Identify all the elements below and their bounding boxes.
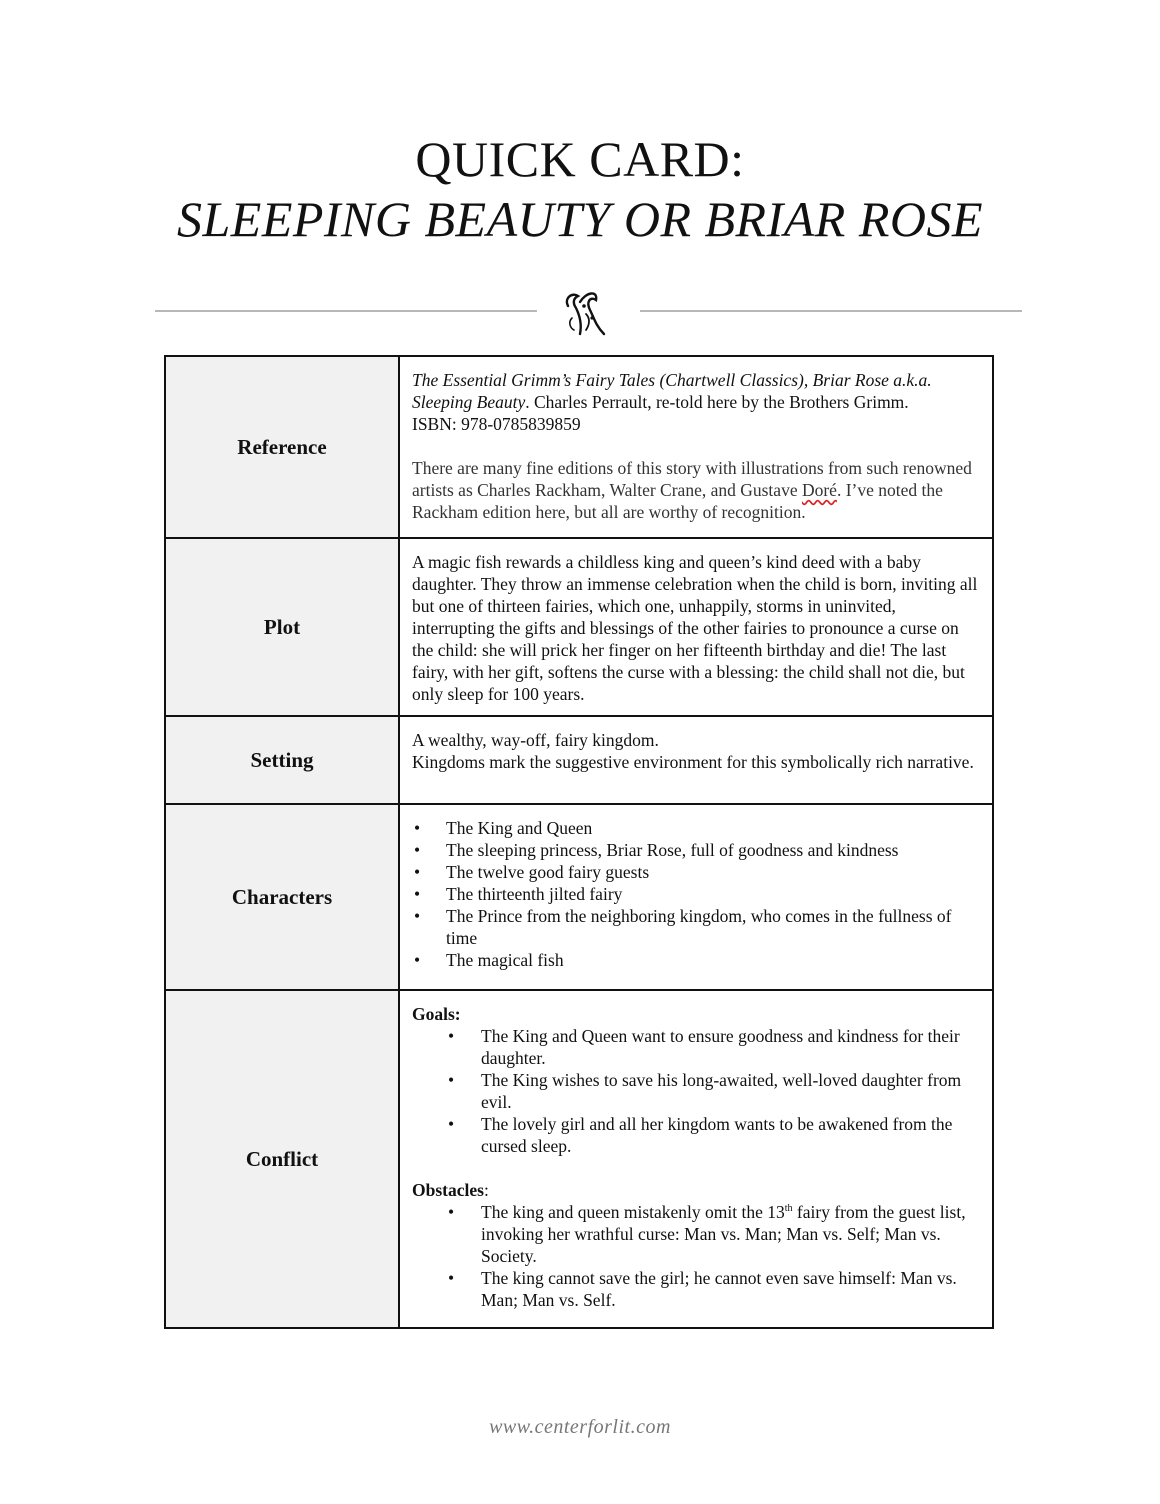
list-item: • The king cannot save the girl; he cannot even save himself: Man vs. Man; Man vs. Self. [412, 1267, 980, 1311]
row-conflict [165, 990, 993, 1328]
ornamental-divider [0, 280, 1160, 340]
content-plot: A magic fish rewards a childless king and queen’s kind deed with a baby daughter. They throw an immense celebration when the child is born, inviting all but one of thirteen fairies, which one, unhappily, storms in uninvited, interrupting the gifts and blessings of the other fairies to pronounce a curse on the child: she will prick her finger on her fifteenth birthday and die! The last fairy, with her gift, softens the curse with a blessing: the child shall not die, but only sleep for 100 years. [399, 538, 993, 716]
obstacle-1-end: fairy from the guest list, invoking her wrathful curse: Man vs. Man; Man vs. Self; Man vs. Society. [481, 1202, 966, 1266]
quick-card-table [164, 355, 994, 1329]
row-setting [165, 716, 993, 804]
obstacles-colon: : [483, 1180, 489, 1200]
page-title [0, 128, 1160, 248]
list-item: • The lovely girl and all her kingdom wants to be awakened from the cursed sleep. [412, 1113, 980, 1157]
obstacle-1-start: The king and queen mistakenly omit the 13 [481, 1202, 785, 1222]
list-item: • The twelve good fairy guests [412, 861, 980, 883]
list-item: • The Prince from the neighboring kingdom, who comes in the fullness of time [412, 905, 980, 949]
label-conflict: Conflict [165, 990, 399, 1328]
list-item: • The magical fish [412, 949, 980, 971]
reference-note-start: There are many fine editions of this story with illustrations from such renowned artists as Charles Rackham, Walter Crane, and Gustave [412, 458, 972, 500]
characters-list [412, 817, 980, 971]
goals-list [412, 1025, 980, 1157]
list-item: • The thirteenth jilted fairy [412, 883, 980, 905]
footer-url[interactable]: www.centerforlit.com [489, 1416, 671, 1438]
reference-isbn: ISBN: 978-0785839859 [412, 414, 581, 434]
divider-rule-right [640, 310, 1022, 312]
reference-citation [412, 369, 980, 413]
label-setting: Setting [165, 716, 399, 804]
content-conflict [399, 990, 993, 1328]
reference-note [412, 457, 980, 523]
row-plot [165, 538, 993, 716]
list-item: • The sleeping princess, Briar Rose, full of goodness and kindness [412, 839, 980, 861]
label-plot: Plot [165, 538, 399, 716]
reference-note-end: . I’ve noted the Rackham edition here, but all are worthy of recognition. [412, 480, 943, 522]
title-line-1: QUICK CARD: [415, 131, 745, 187]
label-characters: Characters [165, 804, 399, 990]
obstacles-heading: Obstacles [412, 1180, 484, 1200]
reference-book-title: The Essential Grimm’s Fairy Tales (Chartwell Classics), Briar Rose a.k.a. Sleeping Beauty [412, 370, 932, 412]
label-reference: Reference [165, 356, 399, 538]
list-item: • The King and Queen [412, 817, 980, 839]
content-characters [399, 804, 993, 990]
divider-rule-left [155, 310, 537, 312]
list-item [412, 1201, 980, 1267]
list-item: • The King and Queen want to ensure goodness and kindness for their daughter. [412, 1025, 980, 1069]
row-reference [165, 356, 993, 538]
reference-note-name: Doré [801, 480, 837, 500]
setting-line-2: Kingdoms mark the suggestive environment for this symbolically rich narrative. [412, 752, 974, 772]
obstacle-1-sup: th [784, 1203, 793, 1215]
content-setting [399, 716, 993, 804]
content-reference [399, 356, 993, 538]
fleur-ornament-icon [560, 284, 612, 340]
reference-book-tail: . Charles Perrault, re-told here by the Brothers Grimm. [525, 392, 909, 412]
title-line-2: SLEEPING BEAUTY OR BRIAR ROSE [176, 191, 984, 247]
setting-line-1: A wealthy, way-off, fairy kingdom. [412, 730, 659, 750]
obstacles-list [412, 1201, 980, 1311]
row-characters [165, 804, 993, 990]
goals-heading: Goals: [412, 1004, 461, 1024]
list-item: • The King wishes to save his long-awaited, well-loved daughter from evil. [412, 1069, 980, 1113]
